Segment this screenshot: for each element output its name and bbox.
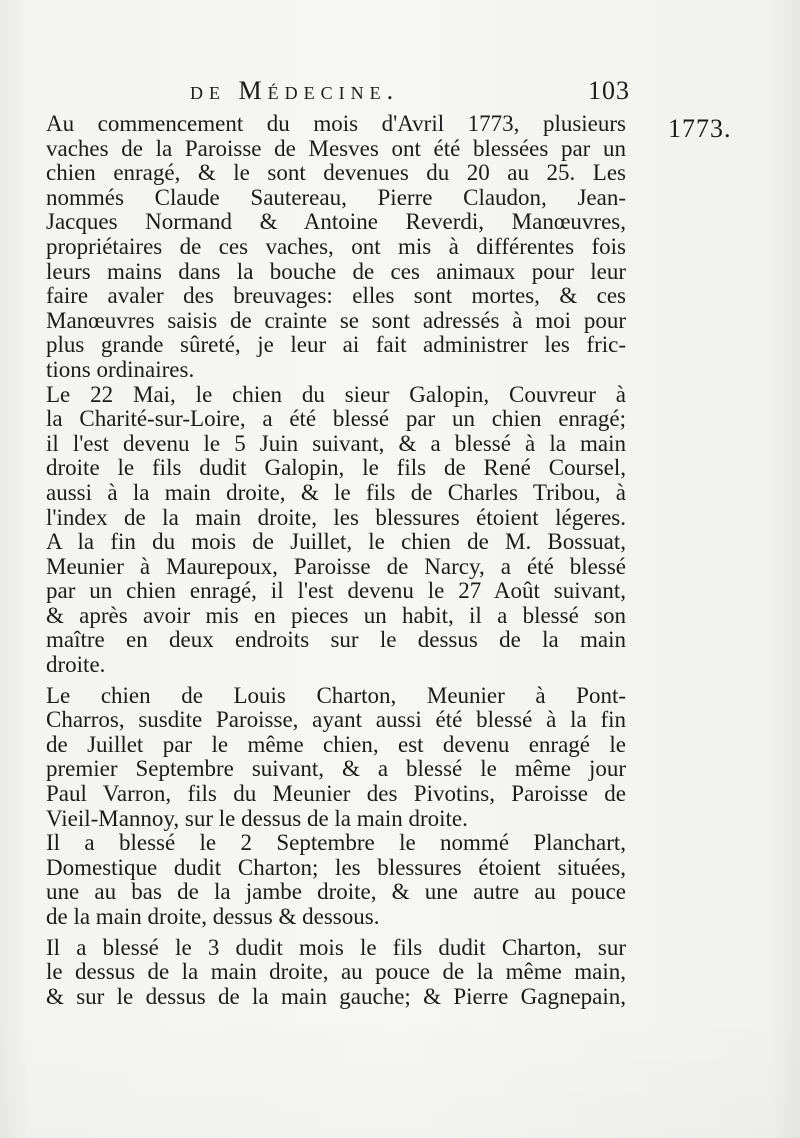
text-line: Il a blessé le 2 Septembre le nommé Planchart, (46, 830, 626, 856)
text-line: nommés Claude Sautereau, Pierre Claudon, Jean- (46, 184, 626, 210)
text-line: Le 22 Mai, le chien du sieur Galopin, Couvreur à (46, 381, 626, 407)
text-line: de Juillet par le même chien, est devenu enragé le (46, 731, 626, 757)
margin-year-note: 1773. (668, 114, 732, 143)
text-line: leurs mains dans la bouche de ces animaux pour leur (46, 258, 626, 284)
text-line: Au commencement du mois d'Avril 1773, plusieurs (46, 111, 626, 136)
text-line: Vieil-Mannoy, sur le dessus de la main droite. (46, 805, 468, 831)
text-line: chien enragé, & le sont devenues du 20 au 25. Les (46, 160, 626, 186)
text-line: droite. (46, 652, 106, 678)
text-line: Domestique dudit Charton; les blessures étoient situées, (46, 854, 626, 880)
body-text (46, 112, 626, 1009)
text-line: tions ordinaires. (46, 356, 195, 382)
text-line: par un chien enragé, il l'est devenu le 27 Août suivant, (46, 578, 626, 604)
text-line: & après avoir mis en pieces un habit, il a blessé son (46, 602, 626, 628)
text-line: droite le fils dudit Galopin, le fils de René Coursel, (46, 455, 626, 481)
text-line: Charros, susdite Paroisse, ayant aussi été blessé à la fin (46, 707, 626, 733)
text-line: Paul Varron, fils du Meunier des Pivotins, Paroisse de (46, 781, 626, 807)
text-line: Il a blessé le 3 dudit mois le fils dudit Charton, sur (46, 934, 626, 960)
text-line: de la main droite, dessus & dessous. (46, 904, 380, 929)
text-line: il l'est devenu le 5 Juin suivant, & a blessé à la main (46, 430, 626, 456)
running-header (190, 76, 630, 110)
text-line: l'index de la main droite, les blessures étoient légeres. (46, 504, 626, 530)
text-line: maître en deux endroits sur le dessus de la main (46, 627, 626, 653)
text-line: une au bas de la jambe droite, & une autre au pouce (46, 879, 626, 905)
text-line: faire avaler des breuvages: elles sont mortes, & ces (46, 283, 626, 309)
text-line: Le chien de Louis Charton, Meunier à Pont- (46, 682, 626, 708)
text-line: Meunier à Maurepoux, Paroisse de Narcy, a été blessé (46, 553, 626, 579)
running-title: de Médecine. (190, 76, 400, 105)
text-line: plus grande sûreté, je leur ai fait administrer les fric- (46, 332, 626, 358)
text-line: Jacques Normand & Antoine Reverdi, Manœuvres, (46, 209, 626, 235)
text-line: vaches de la Paroisse de Mesves ont été blessées par un (46, 135, 626, 161)
text-line: le dessus de la main droite, au pouce de la même main, (46, 959, 626, 985)
text-line: & sur le dessus de la main gauche; & Pierre Gagnepain, (46, 983, 626, 1009)
text-line: la Charité-sur-Loire, a été blessé par un chien enragé; (46, 406, 626, 432)
text-line: premier Septembre suivant, & a blessé le même jour (46, 756, 626, 782)
page-number: 103 (588, 76, 630, 105)
page-edge-shade (0, 1010, 800, 1138)
text-line: A la fin du mois de Juillet, le chien de M. Bossuat, (46, 529, 626, 555)
text-line: aussi à la main droite, & le fils de Charles Tribou, à (46, 479, 626, 505)
text-line: propriétaires de ces vaches, ont mis à différentes fois (46, 233, 626, 259)
text-line: Manœuvres saisis de crainte se sont adressés à moi pour (46, 307, 626, 333)
